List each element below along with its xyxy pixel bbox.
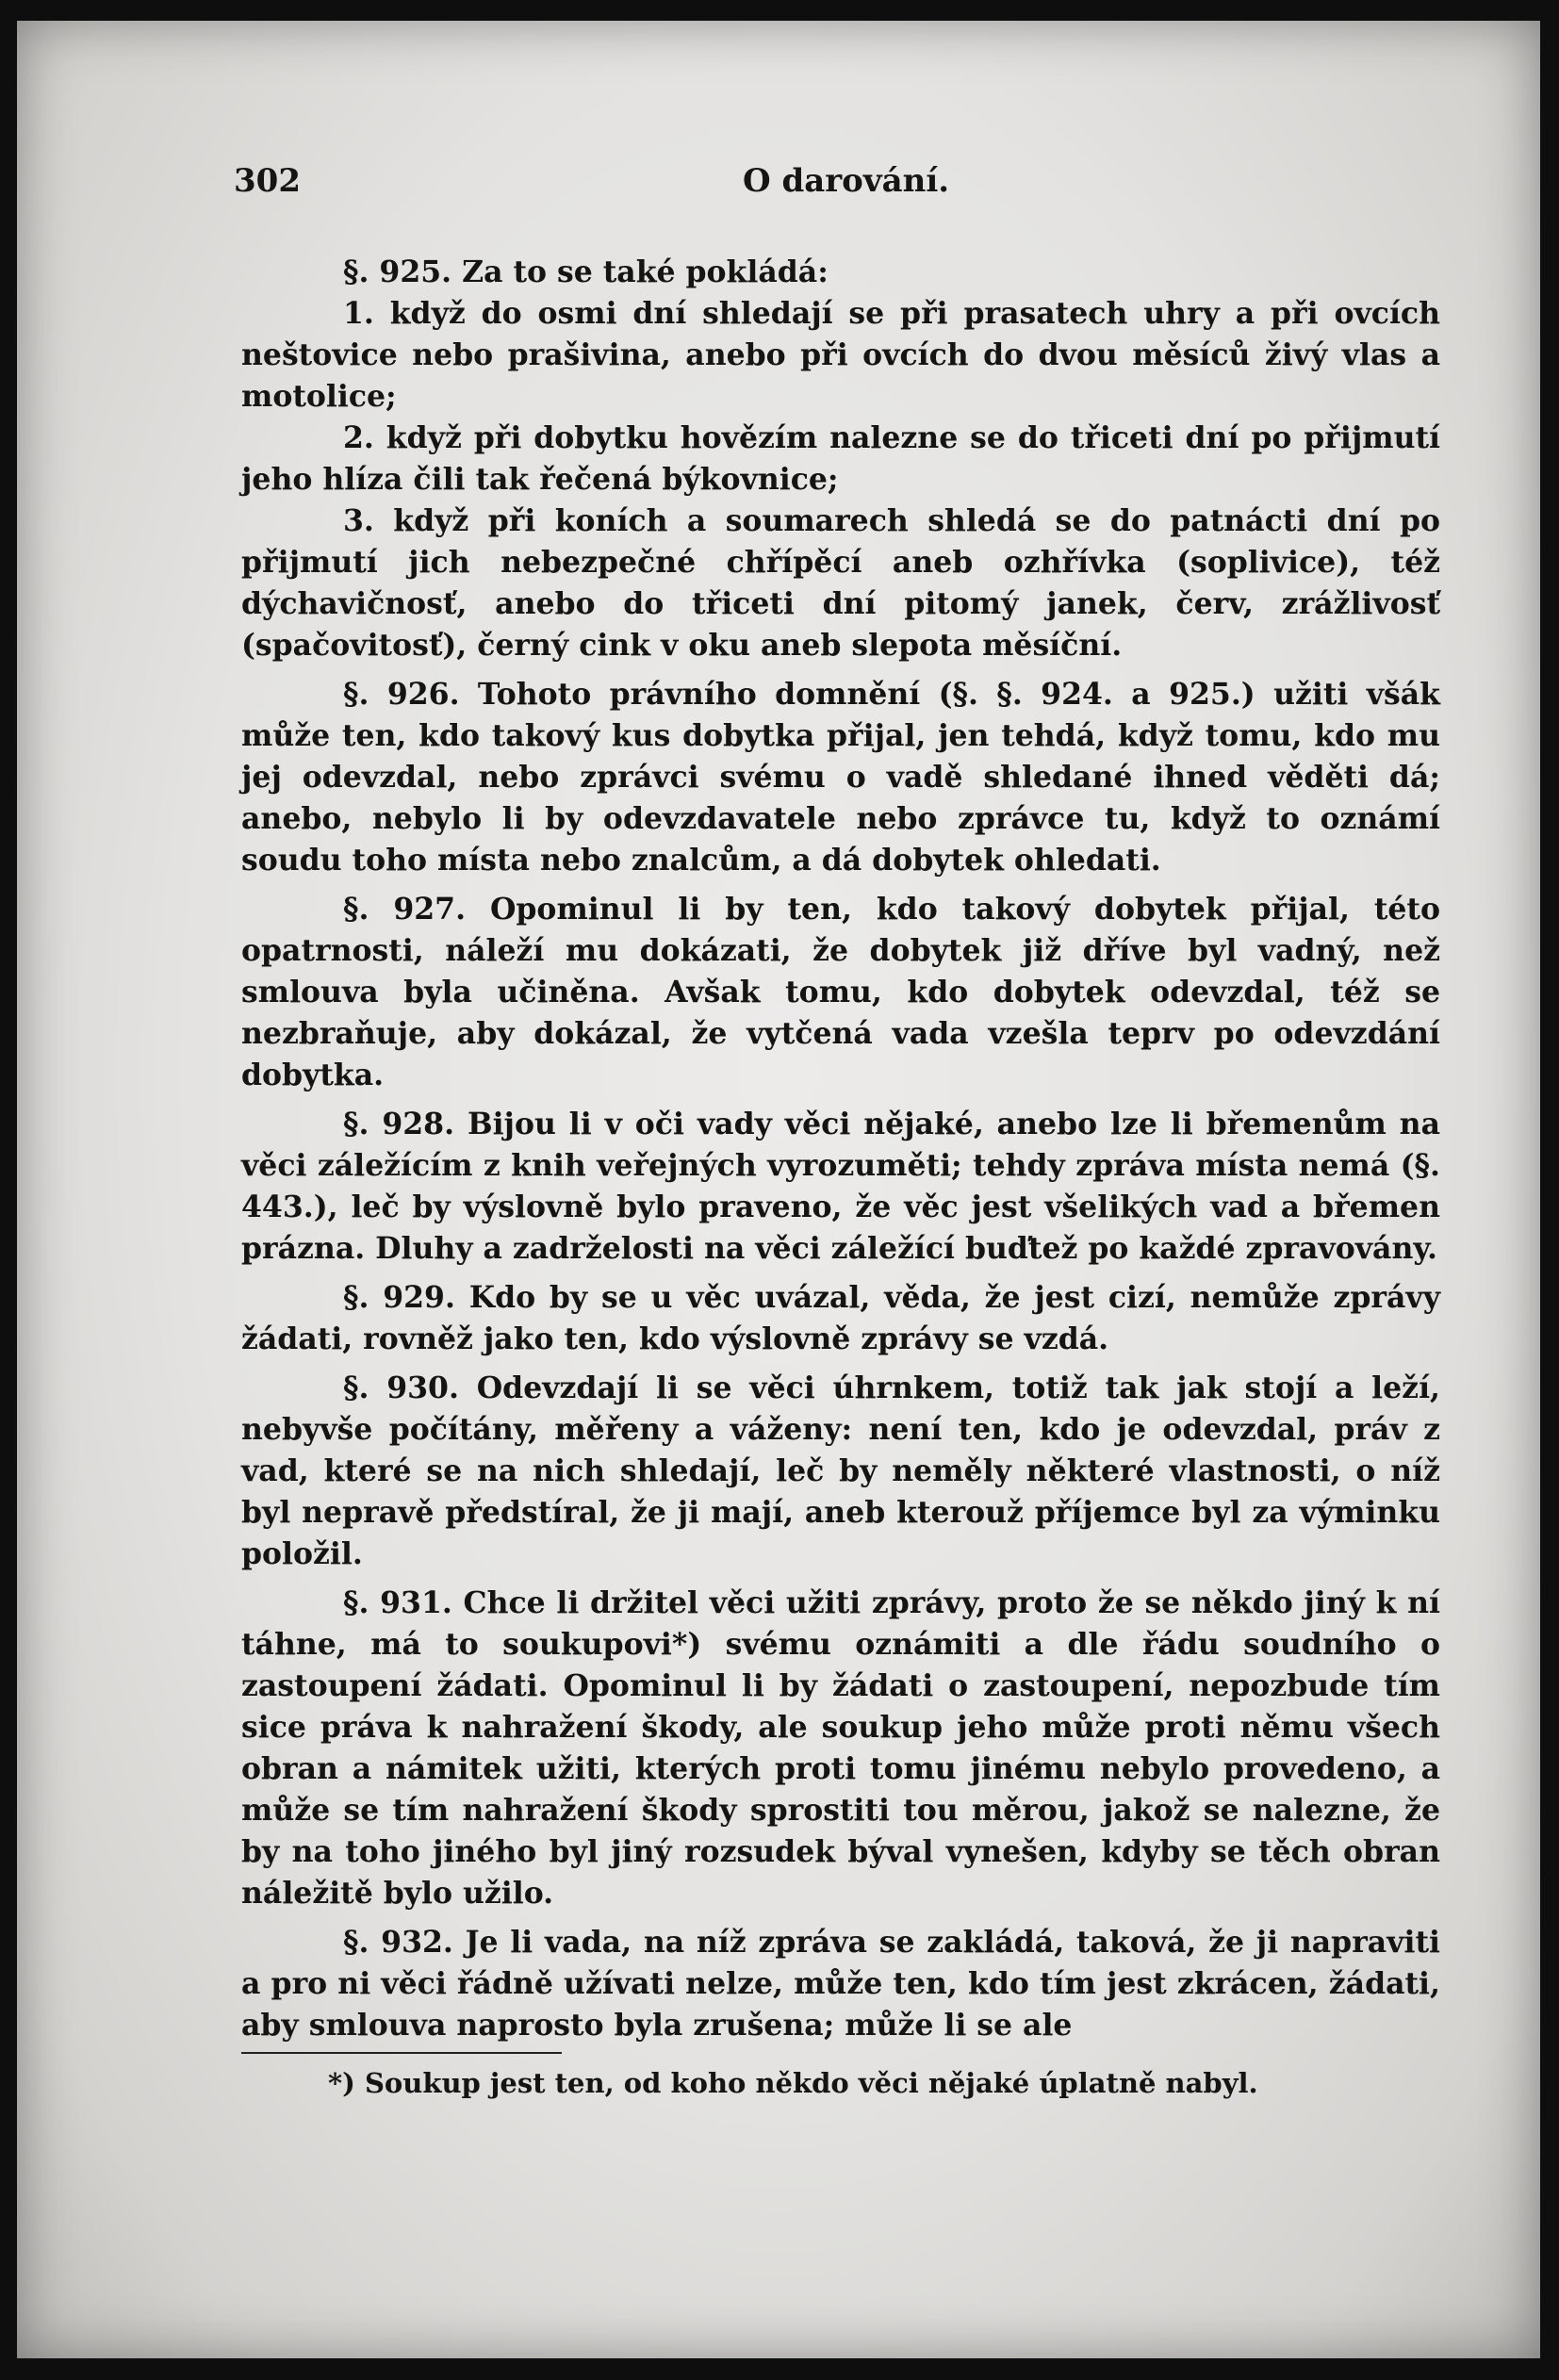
page-number: 302: [234, 162, 301, 200]
section-931: §. 931. Chce li držitel věci užiti zprávy, proto že se někdo jiný k ní táhne, má to soukupovi*) svému oznámiti a dle řádu soudního o zastoupení žádati. Opominul li by žádati o zastoupení, nepozbude tím sice práva k nahražení škody, ale soukup jeho může proti němu všech obran a námitek užiti, kterých proti tomu jinému nebylo provedeno, a může se tím nahražení škody sprostiti tou měrou, jakož se nalezne, že by na toho jiného byl jiný rozsudek býval vynešen, kdyby se těch obran náležitě bylo užilo.: [241, 1585, 1440, 1911]
section-932: §. 932. Je li vada, na níž zpráva se zakládá, taková, že ji napraviti a pro ni věci řádně užívati nelze, může ten, kdo tím jest zkrácen, žádati, aby smlouva naprosto byla zrušena; může li se ale: [241, 1925, 1440, 2043]
main-text: [241, 252, 1440, 2046]
book-page: [17, 21, 1540, 2358]
section-925-item-2: 2. když při dobytku hovězím nalezne se do třiceti dní po přijmutí jeho hlíza čili tak řečená býkovnice;: [241, 420, 1440, 497]
section-925-item-1: 1. když do osmi dní shledají se při prasatech uhry a při ovcích neštovice nebo prašivina, anebo při ovcích do dvou měsíců živý vlas a motolice;: [241, 296, 1440, 414]
running-title: O darování.: [743, 162, 950, 200]
section-926: §. 926. Tohoto právního domnění (§. §. 924. a 925.) užiti všák může ten, kdo takový kus dobytka přijal, jen tehdá, když tomu, kdo mu jej odevzdal, nebo zprávci svému o vadě shledané ihned věděti dá; anebo, nebylo li by odevzdavatele nebo zprávce tu, když to oznámí soudu toho místa nebo znalcům, a dá dobytek ohledati.: [241, 677, 1440, 878]
section-925-item-3: 3. když při koních a soumarech shledá se do patnácti dní po přijmutí jich nebezpečné chřípěcí aneb ozhřívka (soplivice), též dýchavičnosť, anebo do třiceti dní pitomý janek, červ, zrážlivosť (spačovitosť), černý cink v oku aneb slepota měsíční.: [241, 503, 1440, 663]
section-928: §. 928. Bijou li v oči vady věci nějaké, anebo lze li břemenům na věci záležícím z knih veřejných vyrozuměti; tehdy zpráva místa nemá (§. 443.), leč by výslovně bylo praveno, že věc jest všelikých vad a břemen prázna. Dluhy a zadrželosti na věci záležící buďtež po každé zpravovány.: [241, 1107, 1440, 1266]
section-929: §. 929. Kdo by se u věc uvázal, věda, že jest cizí, nemůže zprávy žádati, rovněž jako ten, kdo výslovně zprávy se vzdá.: [241, 1280, 1440, 1356]
section-927: §. 927. Opominul li by ten, kdo takový dobytek přijal, této opatrnosti, náleží mu dokázati, že dobytek již dříve byl vadný, než smlouva byla učiněna. Avšak tomu, kdo dobytek odevzdal, též se nezbraňuje, aby dokázal, že vytčená vada vzešla teprv po odevzdání dobytka.: [241, 892, 1440, 1092]
footnote-divider: [241, 2052, 562, 2054]
section-925-intro: §. 925. Za to se také pokládá:: [343, 254, 829, 289]
footnote: *) Soukup jest ten, od koho někdo věci nějaké úplatně nabyl.: [328, 2067, 1258, 2099]
section-930: §. 930. Odevzdají li se věci úhrnkem, totiž tak jak stojí a leží, nebyvše počítány, měřeny a váženy: není ten, kdo je odevzdal, práv z vad, které se na nich shledají, leč by neměly některé vlastnosti, o níž byl nepravě předstíral, že ji mají, aneb kterouž příjemce byl za výminku položil.: [241, 1371, 1440, 1571]
page-header: [234, 162, 1450, 219]
